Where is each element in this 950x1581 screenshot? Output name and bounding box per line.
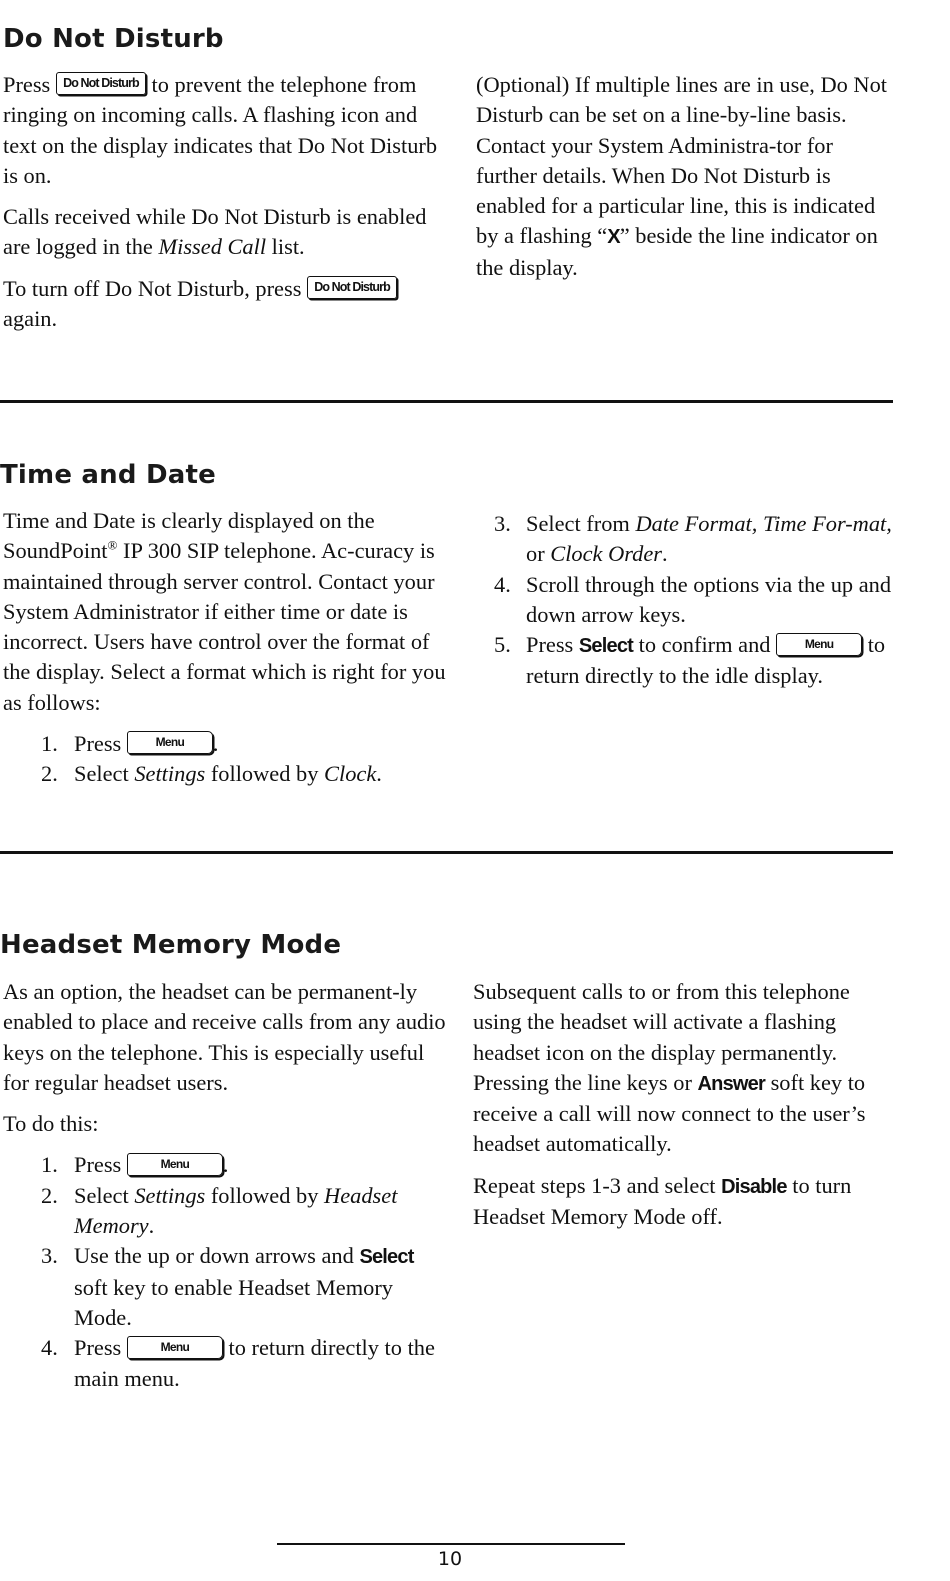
section-title-time-and-date: Time and Date — [0, 460, 216, 490]
headset-intro: As an option, the headset can be permanent-ly enabled to place and receive calls from any audio keys on the telephone. This is especially useful for regular headset users. — [3, 979, 446, 1095]
list-item: 3. Use the up or down arrows and Select soft key to enable Headset Memory Mode. — [41, 1243, 414, 1330]
section-title-do-not-disturb: Do Not Disturb — [3, 24, 224, 54]
headset-steps — [3, 1150, 448, 1393]
dnd-paragraph-3: To turn off Do Not Disturb, press Do Not Disturb again. — [3, 274, 448, 335]
do-not-disturb-key: Do Not Disturb — [307, 276, 397, 299]
list-item: 2. Select Settings followed by Headset Memory. — [41, 1182, 398, 1239]
headset-right-paragraph-2: Repeat steps 1-3 and select Disable to turn Headset Memory Mode off. — [473, 1172, 852, 1230]
list-item: 5. Press Select to confirm and Menu to return directly to the idle display. — [494, 632, 886, 689]
menu-key: Menu — [127, 1153, 223, 1176]
select-soft-key-label: Select — [578, 635, 634, 658]
answer-soft-key-label: Answer — [697, 1072, 765, 1095]
menu-key: Menu — [776, 633, 862, 656]
list-item: 4. Press Menu to return directly to the main menu. — [41, 1335, 435, 1391]
headset-todo: To do this: — [3, 1111, 99, 1137]
time-date-intro: Time and Date is clearly displayed on the SoundPoint® IP 300 SIP telephone. Ac-curacy is maintained through server control. Contact your System Administrator if either time or date is incorrect. Users have control over the format of the display. Select a format which is right for you as follows: — [3, 508, 446, 715]
headset-right-paragraph-1: Subsequent calls to or from this telephone using the headset will activate a flashing headset icon on the display permanently. Pressing the line keys or Answer soft key to receive a call will now connect to the user’s headset automatically. — [473, 979, 866, 1157]
list-item: 1. Press Menu . — [41, 1152, 229, 1178]
section-divider — [0, 851, 893, 854]
do-not-disturb-key: Do Not Disturb — [56, 72, 146, 95]
dnd-right-column — [476, 70, 896, 294]
headset-right-column — [473, 977, 897, 1243]
headset-left-column — [3, 977, 448, 1394]
time-date-left-column — [3, 506, 448, 790]
dnd-paragraph-2: Calls received while Do Not Disturb is enabled are logged in the Missed Call list. — [3, 204, 427, 260]
footer-rule — [277, 1543, 625, 1545]
list-item: 4. Scroll through the options via the up and down arrow keys. — [494, 571, 892, 627]
time-date-steps-left — [3, 729, 448, 790]
menu-key: Menu — [127, 1336, 223, 1359]
list-item: 2. Select Settings followed by Clock. — [41, 761, 382, 787]
list-item: 3. Select from Date Format, Time For-mat, or Clock Order. — [494, 511, 892, 567]
dnd-right-paragraph: (Optional) If multiple lines are in use, Do Not Disturb can be set on a line-by-line basis. Contact your System Administra-tor for further details. When Do Not Disturb is enabled for a particular line, this is indicated by a flashing “X” beside the line indicator on the display. — [476, 72, 888, 280]
select-soft-key-label: Select — [359, 1246, 414, 1269]
time-date-right-column — [476, 509, 896, 692]
line-x-symbol: X — [607, 226, 620, 249]
time-date-steps-right — [476, 509, 896, 692]
dnd-left-column — [3, 70, 448, 345]
dnd-paragraph-1: Press Do Not Disturb to prevent the telephone from ringing on incoming calls. A flashing icon and text on the display indicates that Do Not Disturb is on. — [3, 72, 438, 188]
section-divider — [0, 400, 893, 403]
list-item: 1. Press Menu . — [41, 731, 219, 757]
menu-key: Menu — [127, 731, 213, 754]
section-title-headset-memory-mode: Headset Memory Mode — [0, 930, 342, 960]
disable-soft-key-label: Disable — [721, 1175, 787, 1198]
page-number: 10 — [437, 1548, 463, 1570]
